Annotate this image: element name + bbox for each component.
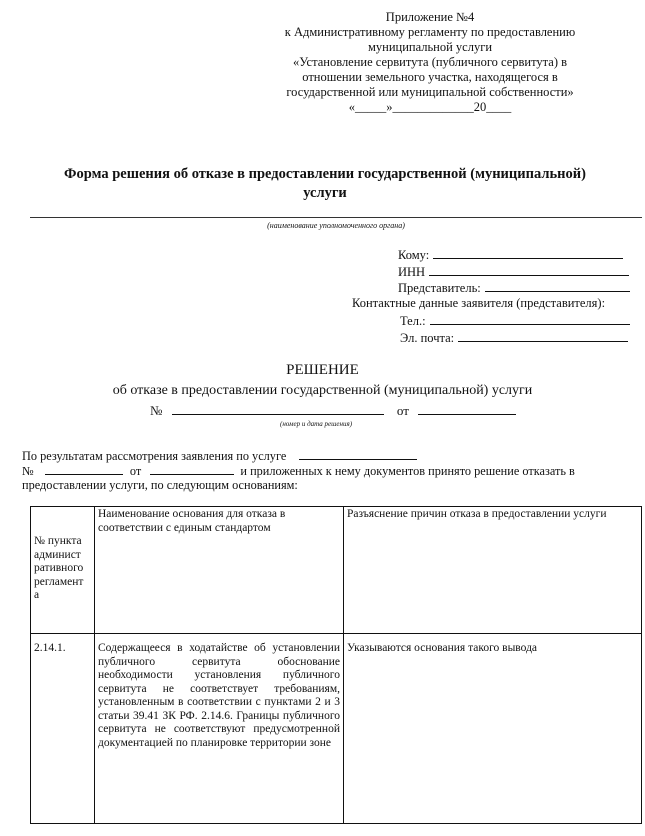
recipient-inn-label: ИНН	[398, 265, 426, 279]
recipient-inn-blank	[429, 264, 629, 276]
appendix-line: «Установление сервитута (публичного сервитута) в	[292, 55, 568, 69]
org-name-line	[30, 217, 642, 218]
recipient-inn	[398, 264, 629, 280]
application-number-blank	[45, 462, 123, 475]
recipient-tel-label: Тел.:	[400, 314, 426, 328]
appendix-line: Приложение №4	[385, 10, 475, 24]
application-number-label: №	[22, 464, 34, 478]
header-cell-number: № пункта админист ративного регламент а	[31, 507, 95, 634]
decision-number-label: №	[150, 403, 163, 418]
recipient-to-label: Кому:	[398, 248, 430, 262]
recipient-to-blank	[433, 247, 623, 259]
appendix-date-line: «_____»_____________20____	[348, 100, 512, 114]
table-row	[31, 634, 642, 824]
row-basis: Содержащееся в ходатайстве об установлении публичного сервитута обоснование необходимости установления публичного сервитута не соответствует требованиям, установленным в соответствии с пунктами 2 и 3 статьи 39.41 ЗК РФ. 2.14.6. Границы публичного сервитута не соответствуют предусмотренной документацией по планировке территории зоне	[95, 634, 344, 824]
row-reason: Указываются основания такого вывода	[344, 634, 642, 824]
paragraph-line-3: предоставлении услуги, по следующим основаниям:	[22, 478, 298, 492]
recipient-email	[400, 330, 628, 346]
application-date-label: от	[129, 464, 142, 478]
application-date-blank	[150, 462, 234, 475]
appendix-line: к Административному регламенту по предоставлению	[284, 25, 576, 39]
recipient-tel	[400, 313, 630, 329]
decision-title: РЕШЕНИЕ	[286, 362, 359, 378]
paragraph-line-2	[22, 462, 575, 480]
recipient-rep-blank	[485, 280, 630, 292]
form-title	[20, 165, 630, 203]
recipient-to	[398, 247, 623, 263]
appendix-line: муниципальной услуги	[367, 40, 493, 54]
decision-number-caption: (номер и дата решения)	[280, 420, 353, 428]
decision-date-label: от	[396, 403, 409, 418]
recipient-contacts: Контактные данные заявителя (представителя):	[352, 296, 606, 310]
paragraph-text: По результатам рассмотрения заявления по услуге	[22, 449, 287, 463]
recipient-email-blank	[458, 330, 628, 342]
paragraph-text: и приложенных к нему документов принято решение отказать в	[240, 464, 575, 478]
org-name-caption: (наименование уполномоченного органа)	[267, 221, 405, 230]
appendix-line: отношении земельного участка, находящегося в	[302, 70, 558, 84]
decision-number-line	[150, 402, 516, 419]
recipient-tel-blank	[430, 313, 630, 325]
table-header-row	[31, 507, 642, 634]
recipient-rep	[398, 280, 630, 296]
appendix-header	[255, 10, 605, 115]
service-blank	[299, 447, 417, 460]
form-title-line: услуги	[303, 185, 347, 201]
header-cell-basis: Наименование основания для отказа в соответствии с единым стандартом	[95, 507, 344, 634]
appendix-line: государственной или муниципальной собственности»	[286, 85, 574, 99]
refusal-grounds-table	[30, 506, 642, 824]
decision-number-blank	[172, 402, 384, 415]
row-number: 2.14.1.	[31, 634, 95, 824]
recipient-email-label: Эл. почта:	[400, 331, 455, 345]
decision-subtitle: об отказе в предоставлении государственной (муниципальной) услуги	[112, 383, 533, 398]
header-cell-reason: Разъяснение причин отказа в предоставлении услуги	[344, 507, 642, 634]
form-title-line: Форма решения об отказе в предоставлении государственной (муниципальной)	[64, 166, 586, 182]
recipient-rep-label: Представитель:	[398, 281, 481, 295]
decision-date-blank	[418, 402, 516, 415]
